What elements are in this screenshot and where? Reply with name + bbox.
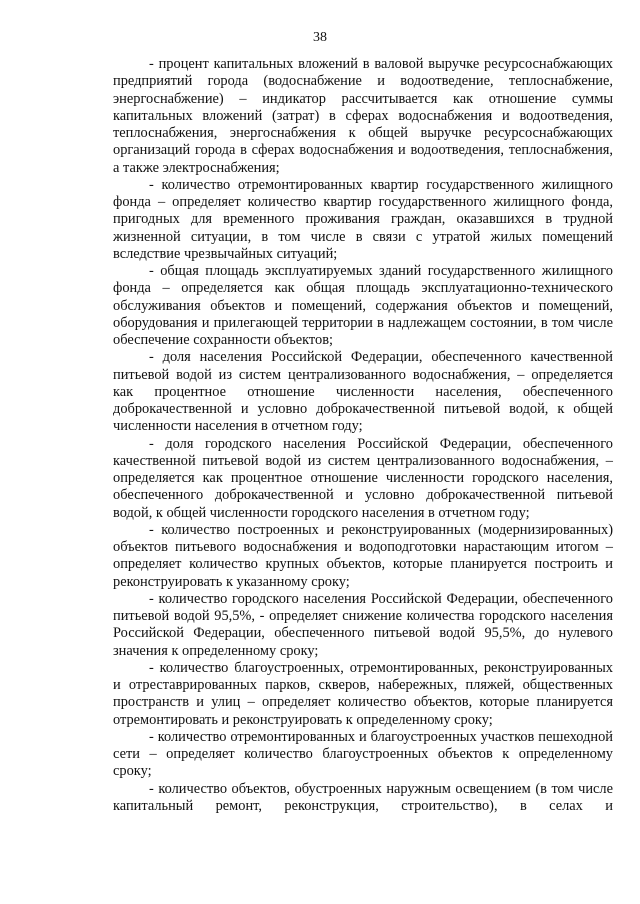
page-number: 38 <box>313 30 327 45</box>
paragraph-water-facilities: - количество построенных и реконструированных (модернизированных) объектов питьевого водоснабжения и водоподготовки нарастающим итогом – определяет количество крупных объектов, которые планируется построить и реконструировать к указанному сроку; <box>113 521 613 590</box>
paragraph-repaired-apartments: - количество отремонтированных квартир государственного жилищного фонда – определяет количество квартир государственного жилищного фонда, пригодных для временного проживания граждан, оказавшихся в трудной жизненной ситуации, в том числе в связи с утратой жилых помещений вследствие чрезвычайных ситуаций; <box>113 176 613 262</box>
paragraph-pedestrian-network: - количество отремонтированных и благоустроенных участков пешеходной сети – определяет количество благоустроенных объектов к определенному сроку; <box>113 728 613 780</box>
paragraph-population-water-share: - доля населения Российской Федерации, обеспеченного качественной питьевой водой из систем централизованного водоснабжения, – определяется как процентное отношение численности населения, обеспеченного доброкачественной и условно доброкачественной питьевой водой, к общей численности населения в отчетном году; <box>113 349 613 435</box>
paragraph-building-area: - общая площадь эксплуатируемых зданий государственного жилищного фонда – определяется как общая площадь эксплуатационно-технического обслуживания объектов и помещений, содержания объектов и помещений, оборудования и прилегающей территории в надлежащем состоянии, в том числе обеспечение сохранности объектов; <box>113 263 613 348</box>
paragraph-urban-population-count: - количество городского населения Российской Федерации, обеспеченного питьевой водой 95,5%, - определяет снижение количества городского населения Российской Федерации, обеспеченного питьевой водой 95,5%, до нулевого значения к определенному сроку; <box>113 590 613 659</box>
paragraph-outdoor-lighting: - количество объектов, обустроенных наружным освещением (в том числе капитальный ремонт, реконструкция, строительство), в селах и <box>113 780 613 814</box>
paragraph-capital-investment: - процент капитальных вложений в валовой выручке ресурсоснабжающих предприятий города (водоснабжение и водоотведение, теплоснабжение, энергоснабжение) – индикатор рассчитывается как отношение суммы капитальных вложений (затрат) в сферах водоснабжения и водоотведения, теплоснабжения, энергоснабжения к общей выручке ресурсоснабжающих организаций города в сферах водоснабжения и водоотведения, теплоснабжения, а также электроснабжения; <box>113 56 613 176</box>
paragraph-parks-count: - количество благоустроенных, отремонтированных, реконструированных и отреставрированных парков, скверов, набережных, пляжей, общественных пространств и улиц – определяет количество объектов, которые планируется отремонтировать и реконструировать к определенному сроку; <box>113 659 613 728</box>
paragraph-urban-water-share: - доля городского населения Российской Федерации, обеспеченного качественной питьевой водой из систем централизованного водоснабжения, – определяется как процентное отношение численности городского населения, обеспеченного доброкачественной и условно доброкачественной питьевой водой, к общей численности городского населения в отчетном году; <box>113 435 613 521</box>
document-body <box>113 56 613 815</box>
